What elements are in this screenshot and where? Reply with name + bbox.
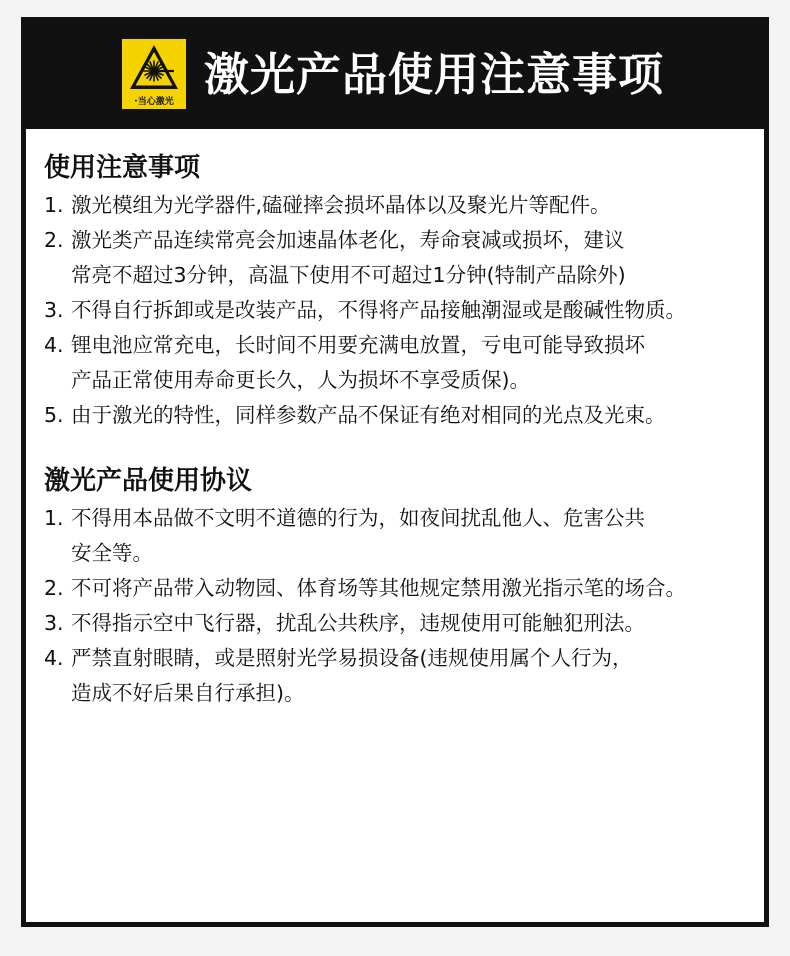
item-text: [71, 328, 758, 398]
item-number: 2.: [44, 576, 64, 600]
usage-notes-list: [44, 188, 758, 433]
item-text: [71, 606, 758, 641]
item-number: 1.: [44, 506, 64, 530]
laser-warning-label: ·当心激光: [134, 97, 174, 107]
section-usage-agreement: [44, 461, 758, 711]
notice-card: [21, 17, 769, 927]
item-number: 4.: [44, 646, 64, 670]
laser-warning-sign: [122, 39, 186, 109]
list-item: [44, 398, 758, 433]
section-title-usage-agreement: 激光产品使用协议: [44, 466, 253, 496]
item-number: 3.: [44, 298, 64, 322]
page-title: 激光产品使用注意事项: [204, 48, 665, 101]
item-line: 严禁直射眼睛，或是照射光学易损设备(违规使用属个人行为，: [71, 646, 633, 670]
list-item: [44, 606, 758, 641]
item-line: 常亮不超过3分钟，高温下使用不可超过1分钟(特制产品除外): [71, 263, 626, 287]
item-text: [71, 501, 758, 571]
item-line: 产品正常使用寿命更长久，人为损坏不享受质保)。: [71, 368, 530, 392]
list-item: [44, 571, 758, 606]
item-line: 不得用本品做不文明不道德的行为，如夜间扰乱他人、危害公共: [71, 506, 645, 530]
item-line: 由于激光的特性，同样参数产品不保证有绝对相同的光点及光束。: [71, 403, 666, 427]
item-line: 安全等。: [71, 541, 153, 565]
list-item: [44, 641, 758, 711]
item-line: 不可将产品带入动物园、体育场等其他规定禁用激光指示笔的场合。: [71, 576, 686, 600]
list-item: [44, 223, 758, 293]
item-text: [71, 188, 758, 223]
item-line: 不得指示空中飞行器，扰乱公共秩序，违规使用可能触犯刑法。: [71, 611, 645, 635]
list-item: [44, 501, 758, 571]
list-item: [44, 328, 758, 398]
header-bar: [26, 22, 764, 129]
item-text: [71, 293, 758, 328]
item-line: 锂电池应常充电，长时间不用要充满电放置，亏电可能导致损坏: [71, 333, 645, 357]
item-line: 不得自行拆卸或是改装产品，不得将产品接触潮湿或是酸碱性物质。: [71, 298, 686, 322]
item-number: 4.: [44, 333, 64, 357]
list-item: [44, 188, 758, 223]
section-usage-notes: [44, 148, 758, 433]
item-text: [71, 571, 758, 606]
list-item: [44, 293, 758, 328]
item-number: 1.: [44, 193, 64, 217]
item-line: 激光模组为光学器件,磕碰摔会损坏晶体以及聚光片等配件。: [71, 193, 611, 217]
usage-agreement-list: [44, 501, 758, 711]
item-text: [71, 398, 758, 433]
item-number: 2.: [44, 228, 64, 252]
content-area: [44, 148, 758, 711]
laser-warning-icon: [128, 43, 180, 93]
item-line: 激光类产品连续常亮会加速晶体老化，寿命衰减或损坏，建议: [71, 228, 625, 252]
item-number: 3.: [44, 611, 64, 635]
item-text: [71, 641, 758, 711]
item-line: 造成不好后果自行承担)。: [71, 681, 305, 705]
item-text: [71, 223, 758, 293]
section-title-usage-notes: 使用注意事项: [44, 153, 201, 183]
item-number: 5.: [44, 403, 64, 427]
